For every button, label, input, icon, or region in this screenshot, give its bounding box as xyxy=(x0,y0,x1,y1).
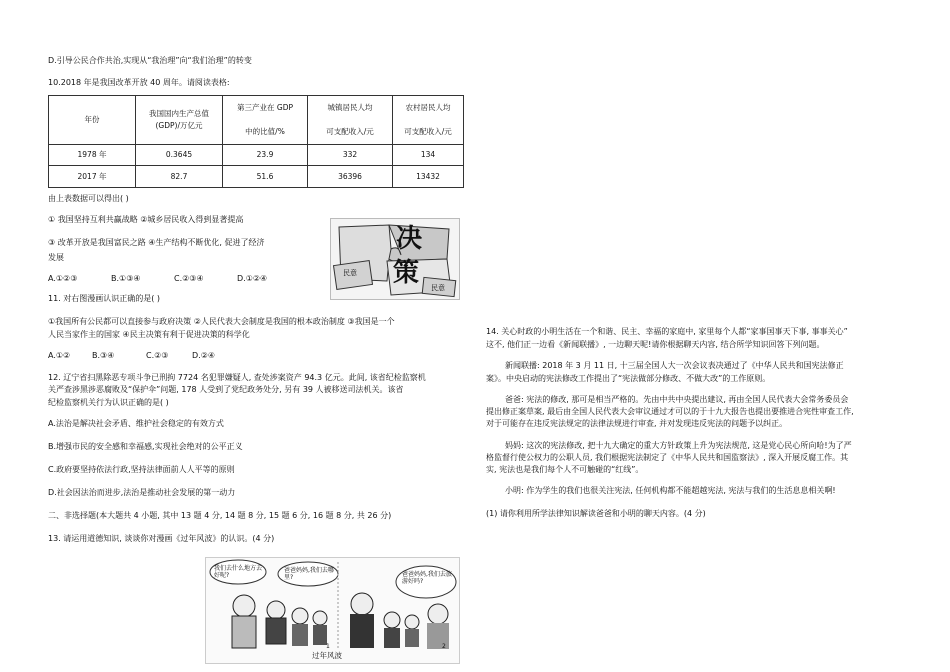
decision-puzzle-cartoon xyxy=(330,218,460,300)
q12-option-a: A.法治是解决社会矛盾、维护社会稳定的有效方式 xyxy=(48,419,224,428)
news-paragraph: 案》。中央启动的宪法修改工作提出了“宪法做部分修改、不做大改”的工作原则。 xyxy=(486,374,771,383)
cartoon-caption: 过年风波 xyxy=(312,651,342,660)
speech-bubble-1: 我们去什么地方去好呢? xyxy=(214,565,263,579)
puzzle-char-jue: 决 xyxy=(396,224,423,254)
q14-stem-line: 14. 关心时政的小明生活在一个和谐、民主、幸福的家庭中, 家里每个人都“家事国事天下事, 事事关心” xyxy=(486,327,848,336)
q10-statement: 发展 xyxy=(48,253,64,262)
table-cell: 332 xyxy=(308,145,393,166)
q10-stem: 10.2018 年是我国改革开放 40 周年。请阅读表格: xyxy=(48,78,230,87)
q11-choice-b: B.③④ xyxy=(92,351,115,360)
speech-bubble-2: 爸爸妈妈,我们去哪里? xyxy=(284,567,334,581)
mom-paragraph: 实, 宪法也是我们每个人不可触碰的“红线”。 xyxy=(486,465,644,474)
table-cell: 51.6 xyxy=(223,166,308,188)
q10-statement: ① 我国坚持互利共赢战略 ②城乡居民收入得到显著提高 xyxy=(48,215,244,224)
table-header-cell: 农村居民人均 可支配收入/元 xyxy=(393,96,464,145)
table-cell: 13432 xyxy=(393,166,464,188)
q10-choice-a: A.①②③ xyxy=(48,274,78,283)
q11-choice-c: C.②③ xyxy=(146,351,169,360)
q14-subquestion-1: (1) 请你利用所学法律知识解读爸爸和小明的聊天内容。(4 分) xyxy=(486,509,706,518)
table-header-cell: 城镇居民人均 可支配收入/元 xyxy=(308,96,393,145)
table-header-cell: 年份 xyxy=(49,96,136,145)
speech-bubble-3: 爸爸妈妈,我们去旅游好吗? xyxy=(402,571,452,585)
q12-option-d: D.社会因法治而进步,法治是推动社会发展的第一动力 xyxy=(48,488,236,497)
news-paragraph: 新闻联播: 2018 年 3 月 11 日, 十三届全国人大一次会议表决通过了《中华人民共和国宪法修正 xyxy=(505,361,844,370)
table-cell: 2017 年 xyxy=(49,166,136,188)
table-cell: 0.3645 xyxy=(136,145,223,166)
table-row xyxy=(49,166,464,188)
q12-stem-line: 关严查涉黑涉恶腐败及“保护伞”问题, 178 人受到了党纪政务处分, 另有 39 人被移送司法机关。该省 xyxy=(48,385,404,394)
puzzle-tag-minyi: 民意 xyxy=(343,269,357,277)
mom-paragraph: 格监督行使公权力的公职人员, 我们根据宪法制定了《中华人民共和国监察法》, 深入开展反腐工作。其 xyxy=(486,453,849,462)
q10-statement: ③ 改革开放是我国富民之路 ④生产结构不断优化, 促进了经济 xyxy=(48,238,265,247)
dad-paragraph: 提出修正案草案, 最后由全国人民代表大会审议通过才可以的于十九大报告也提出要推进合宪性审查工作, xyxy=(486,407,854,416)
table-header-cell: 第三产业在 GDP 中的比值/% xyxy=(223,96,308,145)
table-header-cell: 我国国内生产总值 (GDP)/万亿元 xyxy=(136,96,223,145)
dad-paragraph: 对于可能存在违反宪法规定的法律法规进行审查, 并对发现违反宪法的问题予以纠正。 xyxy=(486,419,788,428)
new-year-dispute-cartoon xyxy=(205,557,460,664)
q10-conclusion: 由上表数据可以得出( ) xyxy=(48,194,129,203)
q11-statement: ①我国所有公民都可以直接参与政府决策 ②人民代表大会制度是我国的根本政治制度 ③我国是一个 xyxy=(48,317,395,326)
panel-number-1: 1 xyxy=(326,643,330,650)
q14-stem-line: 这不, 他们正一边看《新闻联播》, 一边聊天呢!请你根据聊天内容, 结合所学知识回答下列问题。 xyxy=(486,340,825,349)
q10-choice-c: C.②③④ xyxy=(174,274,204,283)
table-header-row xyxy=(49,96,464,145)
q11-statement: 人民当家作主的国家 ④民主决策有利于促进决策的科学化 xyxy=(48,330,250,339)
puzzle-tag-minyi: 民意 xyxy=(431,284,445,292)
q12-option-c: C.政府要坚持依法行政,坚持法律面前人人平等的原则 xyxy=(48,465,235,474)
q12-stem-line: 纪检监察机关行为认识正确的是( ) xyxy=(48,398,169,407)
section-2-heading: 二、非选择题(本大题共 4 小题, 其中 13 题 4 分, 14 题 8 分, 15 题 6 分, 16 题 8 分, 共 26 分) xyxy=(48,511,392,520)
puzzle-char-ce: 策 xyxy=(393,258,420,288)
q12-option-b: B.增强市民的安全感和幸福感,实现社会绝对的公平正义 xyxy=(48,442,243,451)
table-cell: 36396 xyxy=(308,166,393,188)
data-table xyxy=(48,95,464,188)
dad-paragraph: 爸爸: 宪法的修改, 那可是相当严格的。先由中共中央提出建议, 再由全国人民代表大会常务委员会 xyxy=(505,395,849,404)
table-cell: 82.7 xyxy=(136,166,223,188)
xiaoming-paragraph: 小明: 作为学生的我们也很关注宪法, 任何机构都不能超越宪法, 宪法与我们的生活息息相关啊! xyxy=(505,486,836,495)
q11-choice-a: A.①② xyxy=(48,351,71,360)
q9-option-d: D.引导公民合作共治,实现从“我治理”向“我们治理”的转变 xyxy=(48,56,252,65)
q10-choice-b: B.①③④ xyxy=(111,274,141,283)
table-row xyxy=(49,145,464,166)
q10-choice-d: D.①②④ xyxy=(237,274,268,283)
q11-choice-d: D.②④ xyxy=(192,351,216,360)
mom-paragraph: 妈妈: 这次的宪法修改, 把十九大确定的重大方针政策上升为宪法规范, 这是党心民心所向哈!为了严 xyxy=(505,441,852,450)
q12-stem-line: 12. 辽宁省扫黑除恶专项斗争已刑拘 7724 名犯罪嫌疑人, 查处涉案资产 94.3 亿元。此间, 该省纪检监察机 xyxy=(48,373,426,382)
q13-stem: 13. 请运用道德知识, 谈谈你对漫画《过年风波》的认识。(4 分) xyxy=(48,534,275,543)
q11-stem: 11. 对右图漫画认识正确的是( ) xyxy=(48,294,161,303)
table-cell: 134 xyxy=(393,145,464,166)
table-cell: 1978 年 xyxy=(49,145,136,166)
table-cell: 23.9 xyxy=(223,145,308,166)
panel-number-2: 2 xyxy=(442,643,446,650)
